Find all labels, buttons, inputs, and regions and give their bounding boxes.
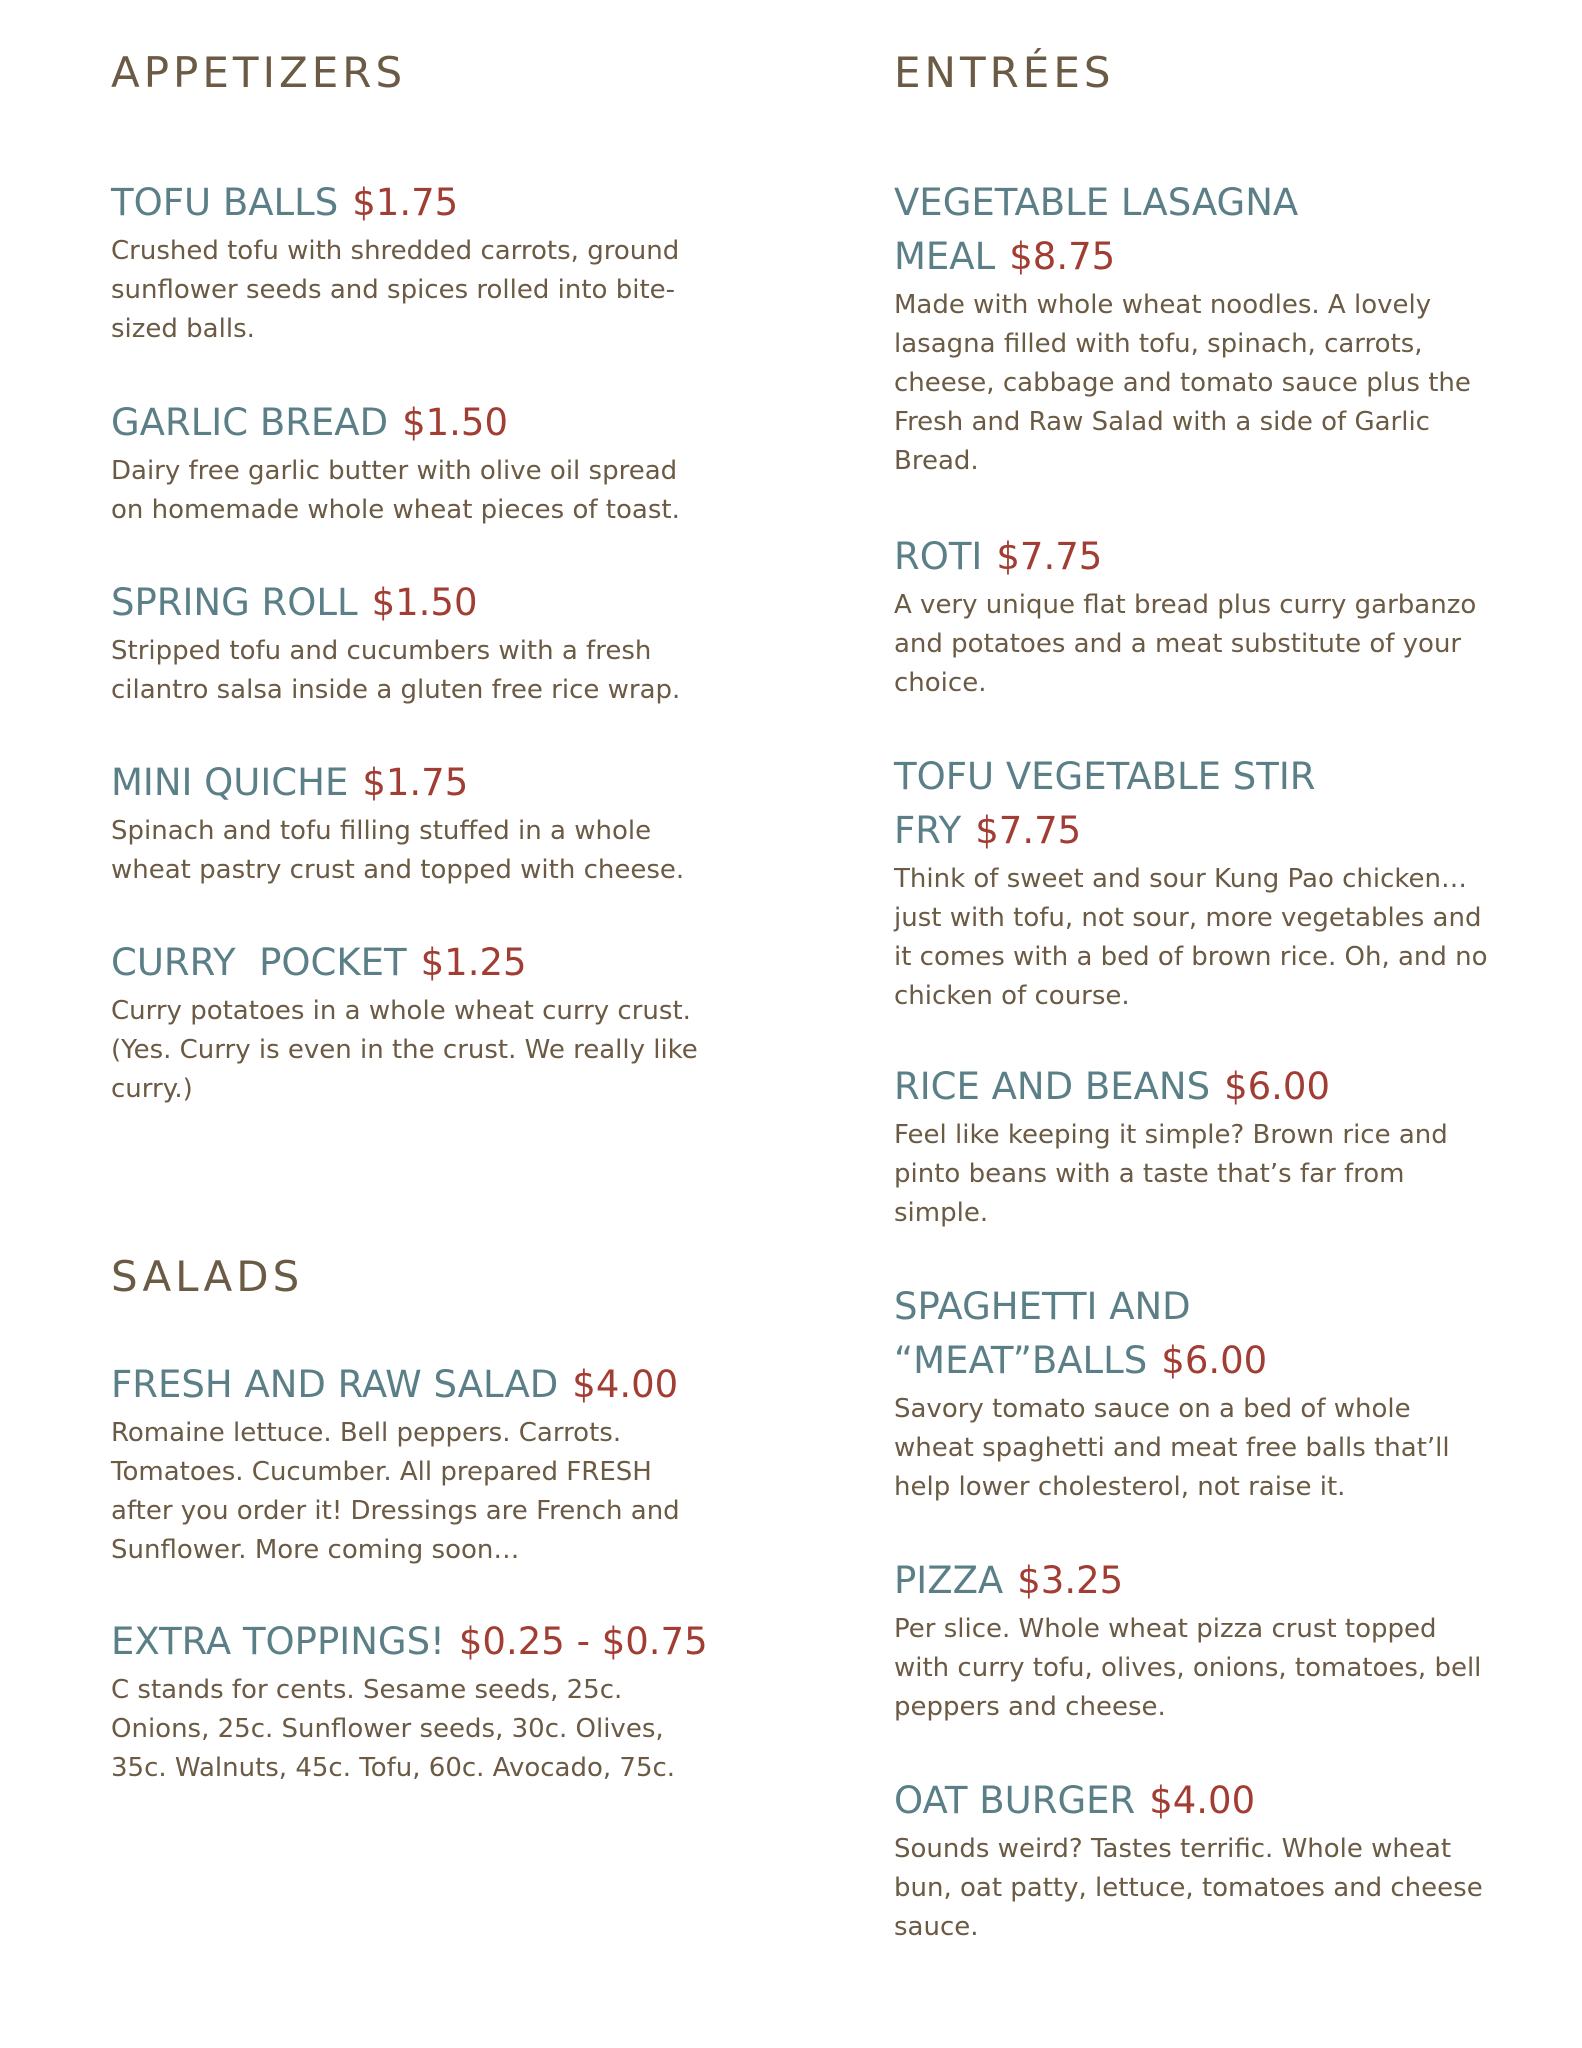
description-line: bun, oat patty, lettuce, tomatoes and cheese xyxy=(894,1873,1483,1903)
item-heading xyxy=(894,1280,1494,1388)
description-line: 35c. Walnuts, 45c. Tofu, 60c. Avocado, 75c. xyxy=(111,1753,676,1783)
item-description xyxy=(111,1671,711,1788)
item-heading xyxy=(111,1615,711,1669)
menu-item-mini-quiche xyxy=(111,756,711,890)
item-price: $7.75 xyxy=(996,535,1103,578)
item-description xyxy=(894,586,1494,703)
description-line: Onions, 25c. Sunflower seeds, 30c. Olives, xyxy=(111,1714,664,1744)
menu-item-pizza xyxy=(894,1554,1494,1727)
item-description xyxy=(894,860,1494,1016)
item-price: $3.25 xyxy=(1017,1559,1124,1602)
description-line: peppers and cheese. xyxy=(894,1692,1166,1722)
item-price: $0.25 - $0.75 xyxy=(458,1620,708,1663)
item-price: $4.00 xyxy=(1149,1779,1256,1822)
description-line: wheat pastry crust and topped with cheese. xyxy=(111,855,685,885)
description-line: sized balls. xyxy=(111,314,255,344)
item-heading xyxy=(111,936,711,990)
description-line: Think of sweet and sour Kung Pao chicken… xyxy=(894,864,1468,894)
description-line: Sunflower. More coming soon… xyxy=(111,1535,520,1565)
description-line: Savory tomato sauce on a bed of whole xyxy=(894,1394,1411,1424)
description-line: simple. xyxy=(894,1198,989,1228)
item-name: OAT BURGER xyxy=(894,1779,1136,1822)
item-heading xyxy=(894,1554,1494,1608)
description-line: A very unique flat bread plus curry garbanzo xyxy=(894,590,1477,620)
description-line: Romaine lettuce. Bell peppers. Carrots. xyxy=(111,1418,622,1448)
menu-item-oat-burger xyxy=(894,1774,1494,1947)
description-line: chicken of course. xyxy=(894,981,1130,1011)
item-price: $8.75 xyxy=(1009,235,1116,278)
item-description xyxy=(111,632,711,710)
description-line: and potatoes and a meat substitute of your xyxy=(894,629,1462,659)
description-line: (Yes. Curry is even in the crust. We really like xyxy=(111,1035,698,1065)
description-line: Tomatoes. Cucumber. All prepared FRESH xyxy=(111,1457,652,1487)
item-description xyxy=(111,232,711,349)
description-line: Curry potatoes in a whole wheat curry crust. xyxy=(111,996,691,1026)
item-description xyxy=(894,1116,1494,1233)
menu-item-rice-and-beans xyxy=(894,1060,1494,1233)
item-description xyxy=(111,812,711,890)
item-description xyxy=(111,1414,711,1570)
item-name: FRESH AND RAW SALAD xyxy=(111,1363,559,1406)
item-price: $1.75 xyxy=(362,761,469,804)
description-line: Per slice. Whole wheat pizza crust topped xyxy=(894,1614,1437,1644)
item-heading xyxy=(894,176,1494,284)
description-line: curry.) xyxy=(111,1074,193,1104)
item-name: TOFU VEGETABLE STIR xyxy=(894,755,1316,798)
entrees-title: ENTRÉES xyxy=(894,48,1115,97)
item-description xyxy=(894,1610,1494,1727)
description-line: Made with whole wheat noodles. A lovely xyxy=(894,290,1432,320)
description-line: wheat spaghetti and meat free balls that’ll xyxy=(894,1433,1450,1463)
item-heading xyxy=(894,530,1494,584)
menu-item-vegetable-lasagna-meal xyxy=(894,176,1494,481)
item-name: MINI QUICHE xyxy=(111,761,349,804)
item-description xyxy=(894,1390,1494,1507)
menu-item-roti xyxy=(894,530,1494,703)
description-line: help lower cholesterol, not raise it. xyxy=(894,1472,1346,1502)
item-name: ROTI xyxy=(894,535,983,578)
salads-title: SALADS xyxy=(111,1252,304,1301)
item-heading xyxy=(111,576,711,630)
description-line: Dairy free garlic butter with olive oil spread xyxy=(111,456,678,486)
description-line: sunflower seeds and spices rolled into bite- xyxy=(111,275,676,305)
description-line: on homemade whole wheat pieces of toast. xyxy=(111,495,680,525)
description-line: Crushed tofu with shredded carrots, ground xyxy=(111,236,680,266)
item-name: VEGETABLE LASAGNA xyxy=(894,181,1299,224)
description-line: Sounds weird? Tastes terrific. Whole wheat xyxy=(894,1834,1452,1864)
description-line: Fresh and Raw Salad with a side of Garlic xyxy=(894,407,1430,437)
item-description xyxy=(111,452,711,530)
description-line: Spinach and tofu filling stuffed in a whole xyxy=(111,816,652,846)
item-name: MEAL xyxy=(894,235,996,278)
item-price: $7.75 xyxy=(975,809,1082,852)
description-line: Bread. xyxy=(894,446,979,476)
description-line: C stands for cents. Sesame seeds, 25c. xyxy=(111,1675,623,1705)
item-heading xyxy=(894,1060,1494,1114)
menu-item-tofu-vegetable-stir-fry xyxy=(894,750,1494,1016)
item-name: “MEAT”BALLS xyxy=(894,1339,1148,1382)
menu-item-spring-roll xyxy=(111,576,711,710)
description-line: with curry tofu, olives, onions, tomatoes, bell xyxy=(894,1653,1482,1683)
description-line: just with tofu, not sour, more vegetables and xyxy=(894,903,1482,933)
item-price: $1.75 xyxy=(352,181,459,224)
item-name: PIZZA xyxy=(894,1559,1004,1602)
menu-item-spaghetti-and-meatballs xyxy=(894,1280,1494,1507)
item-price: $1.50 xyxy=(371,581,478,624)
item-heading xyxy=(111,176,711,230)
item-name: CURRY POCKET xyxy=(111,941,407,984)
menu-item-fresh-and-raw-salad xyxy=(111,1358,711,1570)
description-line: cheese, cabbage and tomato sauce plus the xyxy=(894,368,1471,398)
menu-item-extra-toppings xyxy=(111,1615,711,1788)
item-name: RICE AND BEANS xyxy=(894,1065,1211,1108)
description-line: sauce. xyxy=(894,1912,979,1942)
item-heading xyxy=(111,1358,711,1412)
item-price: $1.25 xyxy=(420,941,527,984)
item-name: EXTRA TOPPINGS! xyxy=(111,1620,445,1663)
item-name: GARLIC BREAD xyxy=(111,401,389,444)
description-line: lasagna filled with tofu, spinach, carrots, xyxy=(894,329,1423,359)
menu-item-curry-pocket xyxy=(111,936,711,1109)
item-price: $6.00 xyxy=(1161,1339,1268,1382)
description-line: Stripped tofu and cucumbers with a fresh xyxy=(111,636,652,666)
description-line: cilantro salsa inside a gluten free rice wrap. xyxy=(111,675,681,705)
item-name: SPAGHETTI AND xyxy=(894,1285,1191,1328)
item-description xyxy=(894,1830,1494,1947)
item-heading xyxy=(894,750,1494,858)
item-name: SPRING ROLL xyxy=(111,581,358,624)
item-name: FRY xyxy=(894,809,962,852)
item-description xyxy=(894,286,1494,481)
item-name: TOFU BALLS xyxy=(111,181,339,224)
item-description xyxy=(111,992,711,1109)
item-heading xyxy=(111,396,711,450)
description-line: after you order it! Dressings are French and xyxy=(111,1496,680,1526)
description-line: it comes with a bed of brown rice. Oh, and no xyxy=(894,942,1488,972)
item-heading xyxy=(894,1774,1494,1828)
menu-item-tofu-balls xyxy=(111,176,711,349)
menu-item-garlic-bread xyxy=(111,396,711,530)
description-line: pinto beans with a taste that’s far from xyxy=(894,1159,1405,1189)
item-price: $6.00 xyxy=(1224,1065,1331,1108)
description-line: Feel like keeping it simple? Brown rice and xyxy=(894,1120,1448,1150)
description-line: choice. xyxy=(894,668,987,698)
item-price: $4.00 xyxy=(572,1363,679,1406)
appetizers-title: APPETIZERS xyxy=(111,48,407,97)
item-price: $1.50 xyxy=(402,401,509,444)
item-heading xyxy=(111,756,711,810)
